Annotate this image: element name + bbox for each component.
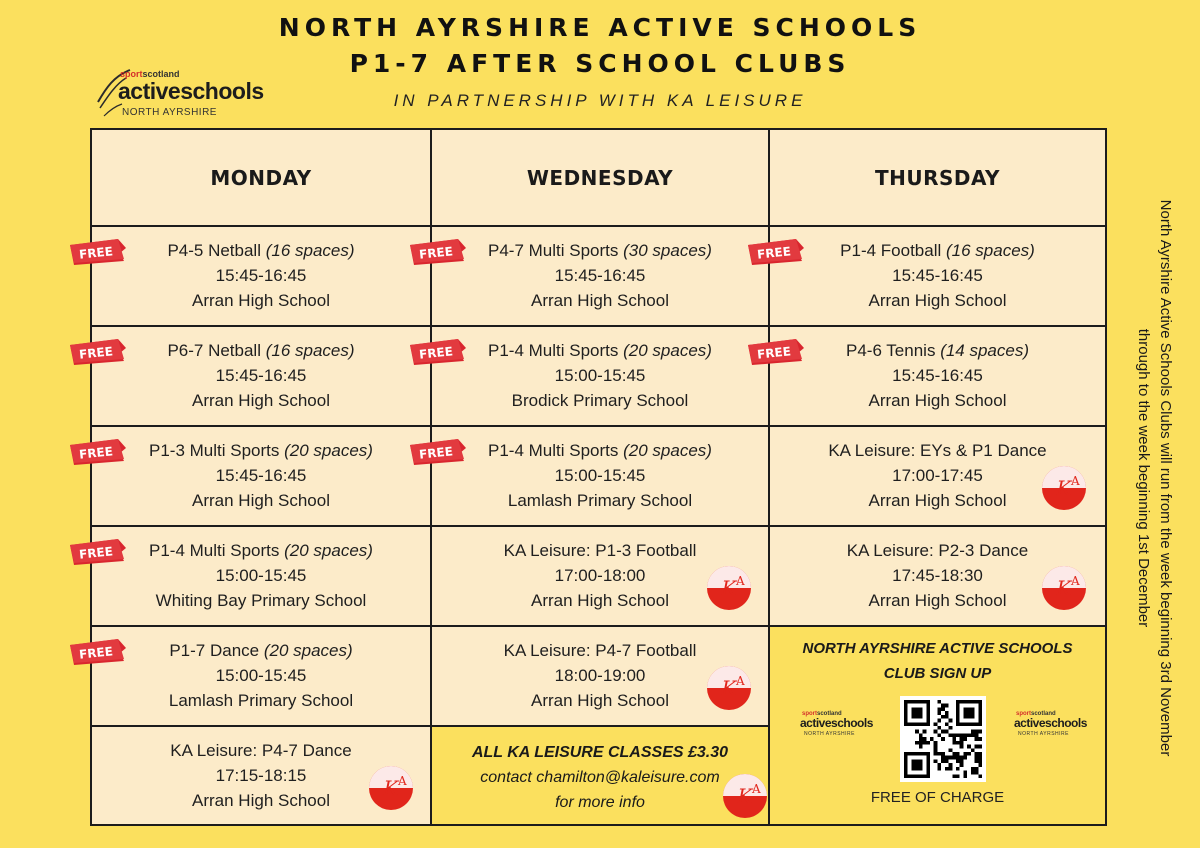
club-name: KA Leisure: P1-3 Football — [503, 541, 697, 560]
day-header-wednesday: WEDNESDAY — [432, 130, 770, 227]
promo-more-info: for more info — [555, 794, 645, 811]
side-note-line1: North Ayrshire Active Schools Clubs will run from the week beginning 3rd November — [1157, 199, 1174, 757]
thursday-club-3 — [770, 427, 1105, 527]
signup-title-line1: NORTH AYRSHIRE ACTIVE SCHOOLS — [802, 640, 1073, 657]
free-ribbon-icon — [70, 439, 126, 465]
club-name: P6-7 Netball (16 spaces) — [167, 341, 355, 360]
club-name: KA Leisure: P4-7 Football — [503, 641, 697, 660]
ka-leisure-icon — [1041, 565, 1087, 611]
club-name: P1-4 Multi Sports (20 spaces) — [488, 341, 712, 360]
club-time: 15:00-15:45 — [554, 466, 646, 485]
club-venue: Lamlash Primary School — [168, 691, 354, 710]
svg-text:K: K — [1056, 576, 1072, 600]
club-time: 15:45-16:45 — [554, 266, 646, 285]
svg-text:K: K — [1056, 476, 1072, 500]
club-spaces: (20 spaces) — [263, 641, 353, 660]
svg-text:A: A — [1071, 574, 1080, 588]
thursday-club-2 — [756, 327, 1105, 427]
svg-text:A: A — [736, 574, 745, 588]
free-ribbon-icon — [70, 639, 126, 665]
monday-club-4 — [78, 527, 432, 627]
club-time: 17:00-17:45 — [892, 466, 983, 485]
day-header-monday: MONDAY — [92, 130, 432, 227]
free-ribbon-icon — [748, 239, 804, 265]
promo-price: ALL KA LEISURE CLASSES £3.30 — [471, 744, 729, 761]
club-spaces: (14 spaces) — [940, 341, 1030, 360]
club-spaces: (16 spaces) — [265, 341, 355, 360]
svg-text:K: K — [721, 576, 737, 600]
svg-text:FREE: FREE — [78, 644, 114, 662]
club-name: P4-5 Netball (16 spaces) — [167, 241, 355, 260]
club-time: 15:00-15:45 — [554, 366, 646, 385]
club-time: 15:00-15:45 — [215, 566, 307, 585]
ka-leisure-icon — [706, 565, 752, 611]
thursday-club-1 — [756, 227, 1105, 327]
active-schools-logo — [96, 66, 286, 126]
free-ribbon-icon — [410, 439, 466, 465]
free-ribbon-icon — [70, 339, 126, 365]
monday-club-5 — [78, 627, 432, 727]
club-spaces: (20 spaces) — [284, 441, 373, 460]
club-name: KA Leisure: EYs & P1 Dance — [828, 441, 1047, 460]
svg-text:FREE: FREE — [78, 444, 114, 462]
svg-text:A: A — [736, 674, 745, 688]
club-venue: Arran High School — [868, 591, 1007, 610]
svg-text:FREE: FREE — [418, 244, 454, 262]
signup-logo-right: sportscotland activeschools NORTH AYRSHIRE — [1014, 711, 1087, 737]
club-venue: Whiting Bay Primary School — [155, 591, 367, 610]
club-time: 15:45-16:45 — [215, 266, 307, 285]
club-venue: Brodick Primary School — [511, 391, 689, 410]
club-name: P1-4 Multi Sports (20 spaces) — [488, 441, 712, 460]
svg-text:A: A — [1071, 474, 1080, 488]
signup-qr-code[interactable] — [900, 696, 986, 782]
club-venue: Lamlash Primary School — [507, 491, 693, 510]
thursday-club-4 — [770, 527, 1105, 627]
free-ribbon-icon — [410, 339, 466, 365]
logo-sportscotland: sportscotland — [120, 69, 180, 79]
ka-leisure-icon — [368, 765, 414, 811]
ka-leisure-icon — [706, 665, 752, 711]
poster-title-line2: P1-7 AFTER SCHOOL CLUBS — [349, 49, 851, 78]
svg-text:FREE: FREE — [418, 444, 454, 462]
svg-text:K: K — [721, 676, 737, 700]
svg-text:FREE: FREE — [78, 344, 114, 362]
club-venue: Arran High School — [531, 591, 669, 610]
poster-title-line1: NORTH AYRSHIRE ACTIVE SCHOOLS — [278, 13, 922, 42]
ka-leisure-icon — [1041, 465, 1087, 511]
svg-text:A: A — [398, 774, 407, 788]
club-time: 15:45-16:45 — [892, 266, 983, 285]
free-ribbon-icon — [748, 339, 804, 365]
club-time: 15:45-16:45 — [215, 366, 307, 385]
club-name: P1-7 Dance (20 spaces) — [169, 641, 353, 660]
club-name: KA Leisure: P2-3 Dance — [846, 541, 1029, 560]
monday-club-2 — [78, 327, 432, 427]
club-spaces: (20 spaces) — [623, 341, 712, 360]
club-venue: Arran High School — [192, 791, 330, 810]
wednesday-club-1 — [418, 227, 770, 327]
club-name: P4-7 Multi Sports (30 spaces) — [488, 241, 712, 260]
free-ribbon-icon — [70, 239, 126, 265]
svg-text:K: K — [737, 784, 753, 808]
side-note-line2: through to the week beginning 1st December — [1135, 328, 1152, 628]
club-spaces: (30 spaces) — [623, 241, 712, 260]
ka-leisure-icon — [722, 773, 768, 819]
club-name: P4-6 Tennis (14 spaces) — [845, 341, 1030, 360]
svg-text:A: A — [752, 782, 761, 796]
club-venue: Arran High School — [868, 291, 1007, 310]
promo-contact[interactable]: contact chamilton@kaleisure.com — [480, 769, 720, 786]
free-ribbon-icon — [70, 539, 126, 565]
svg-text:FREE: FREE — [78, 544, 114, 562]
svg-text:FREE: FREE — [756, 344, 792, 362]
club-venue: Arran High School — [192, 291, 330, 310]
club-spaces: (20 spaces) — [284, 541, 373, 560]
club-time: 15:45-16:45 — [215, 466, 307, 485]
club-name: KA Leisure: P4-7 Dance — [170, 741, 352, 760]
poster-subtitle: IN PARTNERSHIP WITH KA LEISURE — [393, 91, 807, 110]
logo-brand: activeschools — [118, 78, 264, 104]
club-name: P1-4 Multi Sports (20 spaces) — [149, 541, 373, 560]
free-of-charge-label: FREE OF CHARGE — [870, 789, 1005, 806]
svg-text:FREE: FREE — [78, 244, 114, 262]
club-time: 15:45-16:45 — [892, 366, 983, 385]
wednesday-club-5 — [432, 627, 770, 727]
logo-region: NORTH AYRSHIRE — [122, 107, 217, 118]
signup-title-line2: CLUB SIGN UP — [883, 665, 992, 682]
club-spaces: (16 spaces) — [265, 241, 355, 260]
club-name: P1-4 Football (16 spaces) — [840, 241, 1035, 260]
club-time: 17:45-18:30 — [892, 566, 983, 585]
club-venue: Arran High School — [192, 491, 330, 510]
wednesday-club-2 — [418, 327, 770, 427]
club-signup-panel — [770, 627, 1105, 824]
wednesday-club-4 — [432, 527, 770, 627]
club-time: 18:00-19:00 — [554, 666, 646, 685]
club-venue: Arran High School — [868, 491, 1007, 510]
club-time: 17:00-18:00 — [554, 566, 646, 585]
club-venue: Arran High School — [192, 391, 330, 410]
day-header-thursday: THURSDAY — [770, 130, 1105, 227]
club-name: P1-3 Multi Sports (20 spaces) — [149, 441, 373, 460]
ka-leisure-promo — [432, 727, 770, 824]
schedule-dates-note — [1128, 138, 1176, 818]
svg-text:FREE: FREE — [418, 344, 454, 362]
monday-club-6 — [92, 727, 432, 824]
club-venue: Arran High School — [868, 391, 1007, 410]
club-time: 17:15-18:15 — [215, 766, 307, 785]
club-time: 15:00-15:45 — [215, 666, 307, 685]
club-spaces: (16 spaces) — [946, 241, 1035, 260]
club-spaces: (20 spaces) — [623, 441, 712, 460]
wednesday-club-3 — [418, 427, 770, 527]
timetable-grid — [78, 128, 1107, 826]
club-venue: Arran High School — [531, 691, 669, 710]
free-ribbon-icon — [410, 239, 466, 265]
signup-logo-left: sportscotland activeschools NORTH AYRSHIRE — [800, 711, 873, 737]
svg-text:K: K — [383, 776, 399, 800]
monday-club-1 — [78, 227, 432, 327]
club-venue: Arran High School — [531, 291, 669, 310]
monday-club-3 — [78, 427, 432, 527]
svg-text:FREE: FREE — [756, 244, 792, 262]
